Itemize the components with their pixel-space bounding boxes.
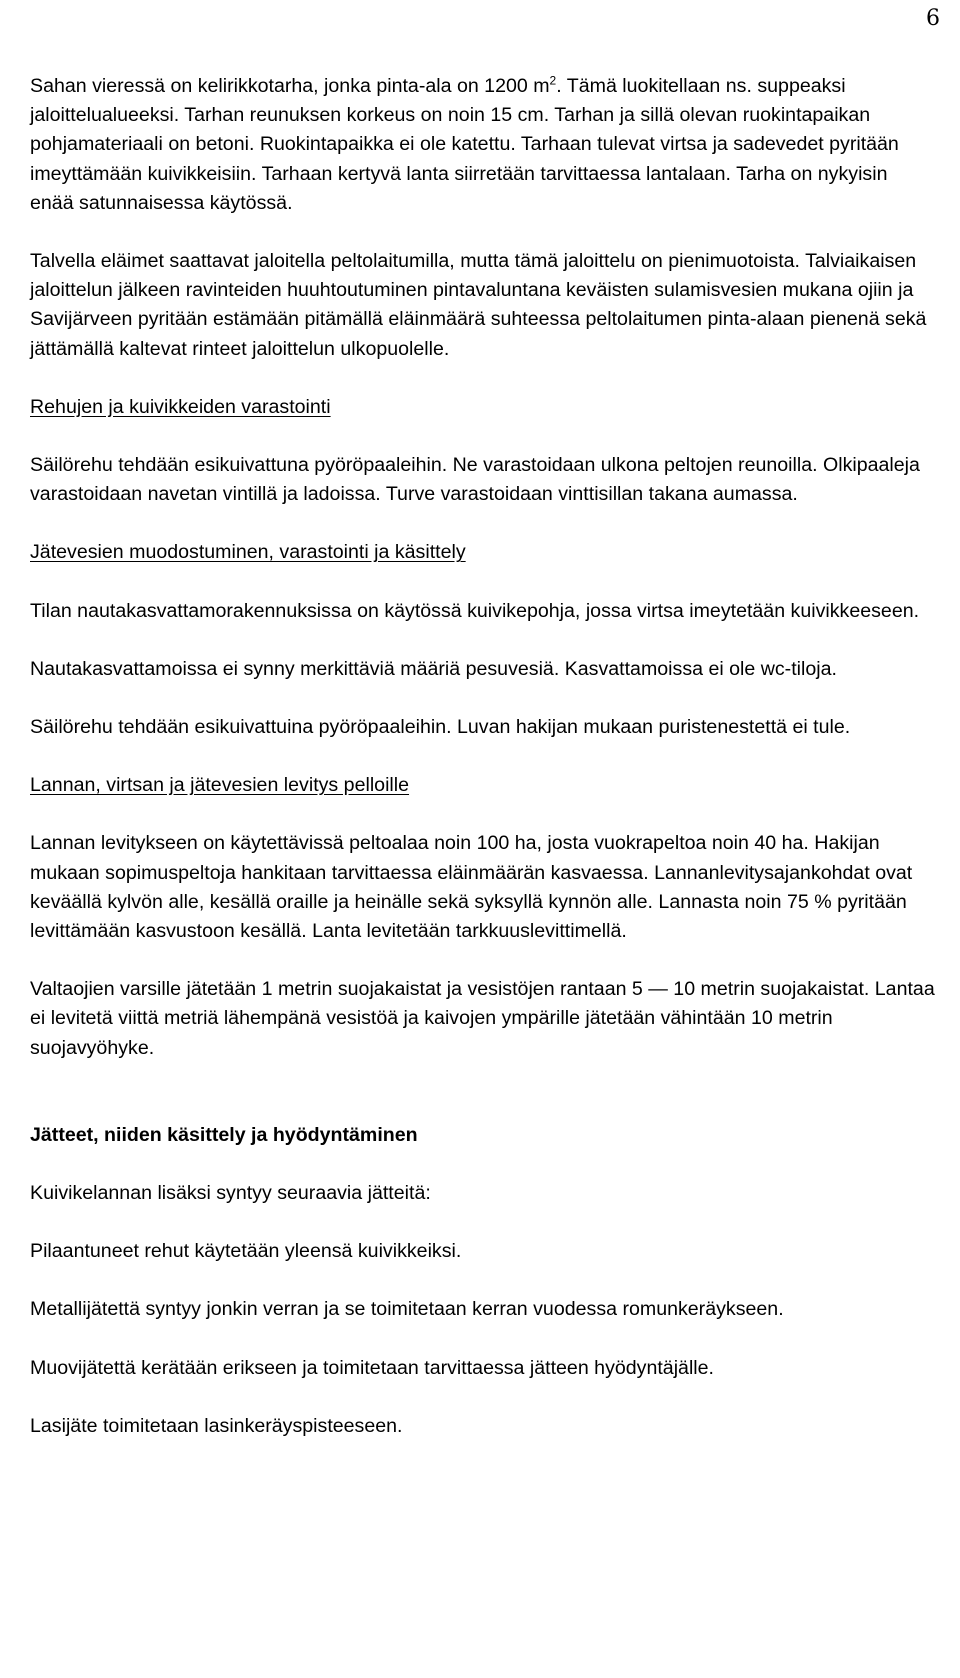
paragraph-talvijaloittelu: Talvella eläimet saattavat jaloitella peltolaitumilla, mutta tämä jaloittelu on pienimuotoista. Talviaikaisen jaloittelun jälkeen ravinteiden huuhtoutuminen pintavaluntana keväisten sulamisvesien mukana ojiin ja Savijärveen pyritään estämään pitämällä eläinmäärä suhteessa peltolaitumen pinta-alaan pienenä sekä jättämällä kaltevat rinteet jaloittelun ulkopuolelle.: [30, 250, 927, 360]
paragraph-pesuvedet: Nautakasvattamoissa ei synny merkittäviä määriä pesuvesiä. Kasvattamoissa ei ole wc-tiloja.: [30, 657, 837, 680]
paragraph-jatteet-intro: Kuivikelannan lisäksi syntyy seuraavia jätteitä:: [30, 1182, 431, 1205]
paragraph-kelirikkotarha-text-b: . Tämä luokitellaan ns. suppeaksi jaloittelualueeksi. Tarhan reunuksen korkeus on noin 15 cm. Tarhan ja sillä olevan ruokintapaikan pohjamateriaali on betoni. Ruokintapaikka ei ole katettu. Tarhaan tulevat virtsa ja sadevedet pyritään imeyttämään kuivikkeisiin. Tarhaan kertyvä lanta siirretään tarvittaessa lantalaan. Tarha on nykyisin enää satunnaisessa käytössä.: [30, 75, 899, 214]
heading-jatevesien-muodostuminen: Jätevesien muodostuminen, varastointi ja käsittely: [30, 541, 466, 564]
paragraph-kuivikepohja: Tilan nautakasvattamorakennuksissa on käytössä kuivikepohja, jossa virtsa imeytetään kuivikkeeseen.: [30, 599, 920, 622]
paragraph-lasijate: Lasijäte toimitetaan lasinkeräyspisteeseen.: [30, 1414, 403, 1437]
paragraph-pilaantuneet-rehut: Pilaantuneet rehut käytetään yleensä kuivikkeiksi.: [30, 1240, 462, 1263]
paragraph-sailorehu-varastointi: Säilörehu tehdään esikuivattuna pyöröpaaleihin. Ne varastoidaan ulkona peltojen reunoilla. Olkipaaleja varastoidaan navetan vintillä ja ladoissa. Turve varastoidaan vinttisillan takana aumassa.: [30, 454, 920, 506]
paragraph-puristeneste: Säilörehu tehdään esikuivattuina pyöröpaaleihin. Luvan hakijan mukaan puristenestettä ei tule.: [30, 716, 851, 739]
heading-rehujen-varastointi: Rehujen ja kuivikkeiden varastointi: [30, 395, 331, 418]
superscript-2: 2: [549, 73, 557, 88]
paragraph-kelirikkotarha: [30, 72, 935, 218]
heading-lannan-levitys: Lannan, virtsan ja jätevesien levitys pelloille: [30, 774, 410, 797]
paragraph-muovijate: Muovijätettä kerätään erikseen ja toimitetaan tarvittaessa jätteen hyödyntäjälle.: [30, 1356, 714, 1379]
paragraph-kelirikkotarha-text-a: Sahan vieressä on kelirikkotarha, jonka pinta-ala on 1200 m: [30, 75, 550, 97]
document-body: [30, 72, 935, 1441]
paragraph-suojakaistat: Valtaojien varsille jätetään 1 metrin suojakaistat ja vesistöjen rantaan 5 — 10 metrin suojakaistat. Lantaa ei levitetä viittä metriä lähempänä vesistöä ja kaivojen ympärille jätetään vähintään 10 metrin suojavyöhyke.: [30, 978, 935, 1059]
heading-jatteet: Jätteet, niiden käsittely ja hyödyntäminen: [30, 1123, 418, 1146]
paragraph-levitysala: Lannan levitykseen on käytettävissä peltoalaa noin 100 ha, josta vuokrapeltoa noin 40 ha. Hakijan mukaan sopimuspeltoja hankitaan tarvittaessa eläinmäärän kasvaessa. Lannanlevitysajankohdat ovat keväällä kylvön alle, kesällä oraille ja heinälle sekä syksyllä kynnön alle. Lannasta noin 75 % pyritään levittämään kasvustoon kesällä. Lanta levitetään tarkkuuslevittimellä.: [30, 832, 913, 943]
paragraph-metallijate: Metallijätettä syntyy jonkin verran ja se toimitetaan kerran vuodessa romunkeräykseen.: [30, 1298, 784, 1321]
page-number: 6: [926, 6, 940, 31]
